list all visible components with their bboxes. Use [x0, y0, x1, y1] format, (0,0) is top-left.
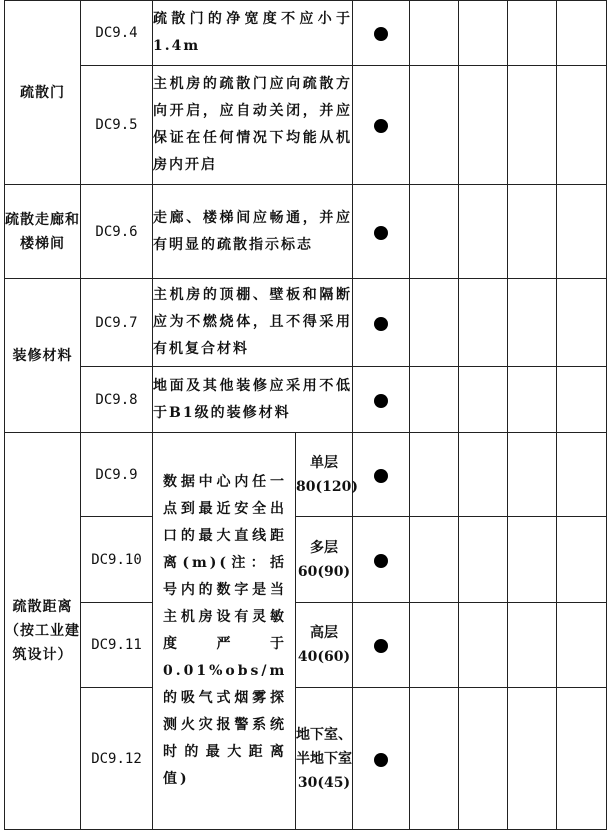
empty-cell [508, 517, 557, 603]
empty-cell [508, 185, 557, 279]
empty-cell [557, 517, 607, 603]
building-type: 单层80(120) [296, 433, 353, 517]
table-row [5, 517, 607, 603]
table-row [5, 688, 607, 830]
empty-cell [410, 603, 459, 688]
building-type: 多层60(90) [296, 517, 353, 603]
item-requirement: 主机房的疏散门应向疏散方向开启，应自动关闭，并应保证在任何情况下均能从机房内开启 [153, 66, 353, 185]
item-requirement: 疏散门的净宽度不应小于1.4m [153, 1, 353, 66]
empty-cell [410, 66, 459, 185]
empty-cell [459, 517, 508, 603]
empty-cell [459, 433, 508, 517]
empty-cell [557, 66, 607, 185]
filled-circle-icon [374, 317, 388, 331]
category-distance: 疏散距离（按工业建筑设计） [5, 433, 81, 830]
filled-circle-icon [374, 469, 388, 483]
mark-cell [353, 1, 410, 66]
table-row [5, 603, 607, 688]
distance-requirement: 数据中心内任一点到最近安全出口的最大直线距离(m)(注：括号内的数字是当主机房设有灵敏度严于0.01%obs/m的吸气式烟雾探测火灾报警系统时的最大距离值) [153, 433, 296, 830]
empty-cell [508, 433, 557, 517]
table-row [5, 1, 607, 66]
filled-circle-icon [374, 119, 388, 133]
item-requirement: 主机房的顶棚、壁板和隔断应为不燃烧体，且不得采用有机复合材料 [153, 279, 353, 367]
mark-cell [353, 279, 410, 367]
empty-cell [557, 185, 607, 279]
empty-cell [410, 367, 459, 433]
empty-cell [459, 367, 508, 433]
item-code: DC9.11 [81, 603, 153, 688]
item-requirement: 地面及其他装修应采用不低于B1级的装修材料 [153, 367, 353, 433]
empty-cell [508, 1, 557, 66]
table-row [5, 433, 607, 517]
empty-cell [459, 688, 508, 830]
empty-cell [410, 279, 459, 367]
empty-cell [459, 66, 508, 185]
empty-cell [557, 1, 607, 66]
empty-cell [459, 185, 508, 279]
building-type: 地下室、半地下室30(45) [296, 688, 353, 830]
empty-cell [508, 279, 557, 367]
mark-cell [353, 367, 410, 433]
table-row [5, 279, 607, 367]
empty-cell [508, 367, 557, 433]
empty-cell [459, 279, 508, 367]
empty-cell [508, 66, 557, 185]
item-code: DC9.4 [81, 1, 153, 66]
item-code: DC9.12 [81, 688, 153, 830]
item-code: DC9.10 [81, 517, 153, 603]
item-requirement: 走廊、楼梯间应畅通，并应有明显的疏散指示标志 [153, 185, 353, 279]
building-type: 高层40(60) [296, 603, 353, 688]
empty-cell [459, 603, 508, 688]
empty-cell [459, 1, 508, 66]
mark-cell [353, 603, 410, 688]
empty-cell [557, 367, 607, 433]
item-code: DC9.8 [81, 367, 153, 433]
item-code: DC9.6 [81, 185, 153, 279]
mark-cell [353, 433, 410, 517]
table-row [5, 367, 607, 433]
mark-cell [353, 185, 410, 279]
category-decor: 装修材料 [5, 279, 81, 433]
empty-cell [557, 603, 607, 688]
empty-cell [557, 279, 607, 367]
filled-circle-icon [374, 226, 388, 240]
empty-cell [410, 185, 459, 279]
item-code: DC9.5 [81, 66, 153, 185]
empty-cell [410, 517, 459, 603]
empty-cell [557, 433, 607, 517]
empty-cell [410, 1, 459, 66]
filled-circle-icon [374, 394, 388, 408]
category-corridor: 疏散走廊和楼梯间 [5, 185, 81, 279]
empty-cell [508, 603, 557, 688]
item-code: DC9.7 [81, 279, 153, 367]
empty-cell [508, 688, 557, 830]
filled-circle-icon [374, 554, 388, 568]
table-row [5, 185, 607, 279]
filled-circle-icon [374, 753, 388, 767]
mark-cell [353, 66, 410, 185]
spec-table [4, 0, 607, 830]
empty-cell [557, 688, 607, 830]
empty-cell [410, 433, 459, 517]
category-door: 疏散门 [5, 1, 81, 185]
mark-cell [353, 517, 410, 603]
item-code: DC9.9 [81, 433, 153, 517]
mark-cell [353, 688, 410, 830]
filled-circle-icon [374, 639, 388, 653]
filled-circle-icon [374, 27, 388, 41]
table-row [5, 66, 607, 185]
empty-cell [410, 688, 459, 830]
